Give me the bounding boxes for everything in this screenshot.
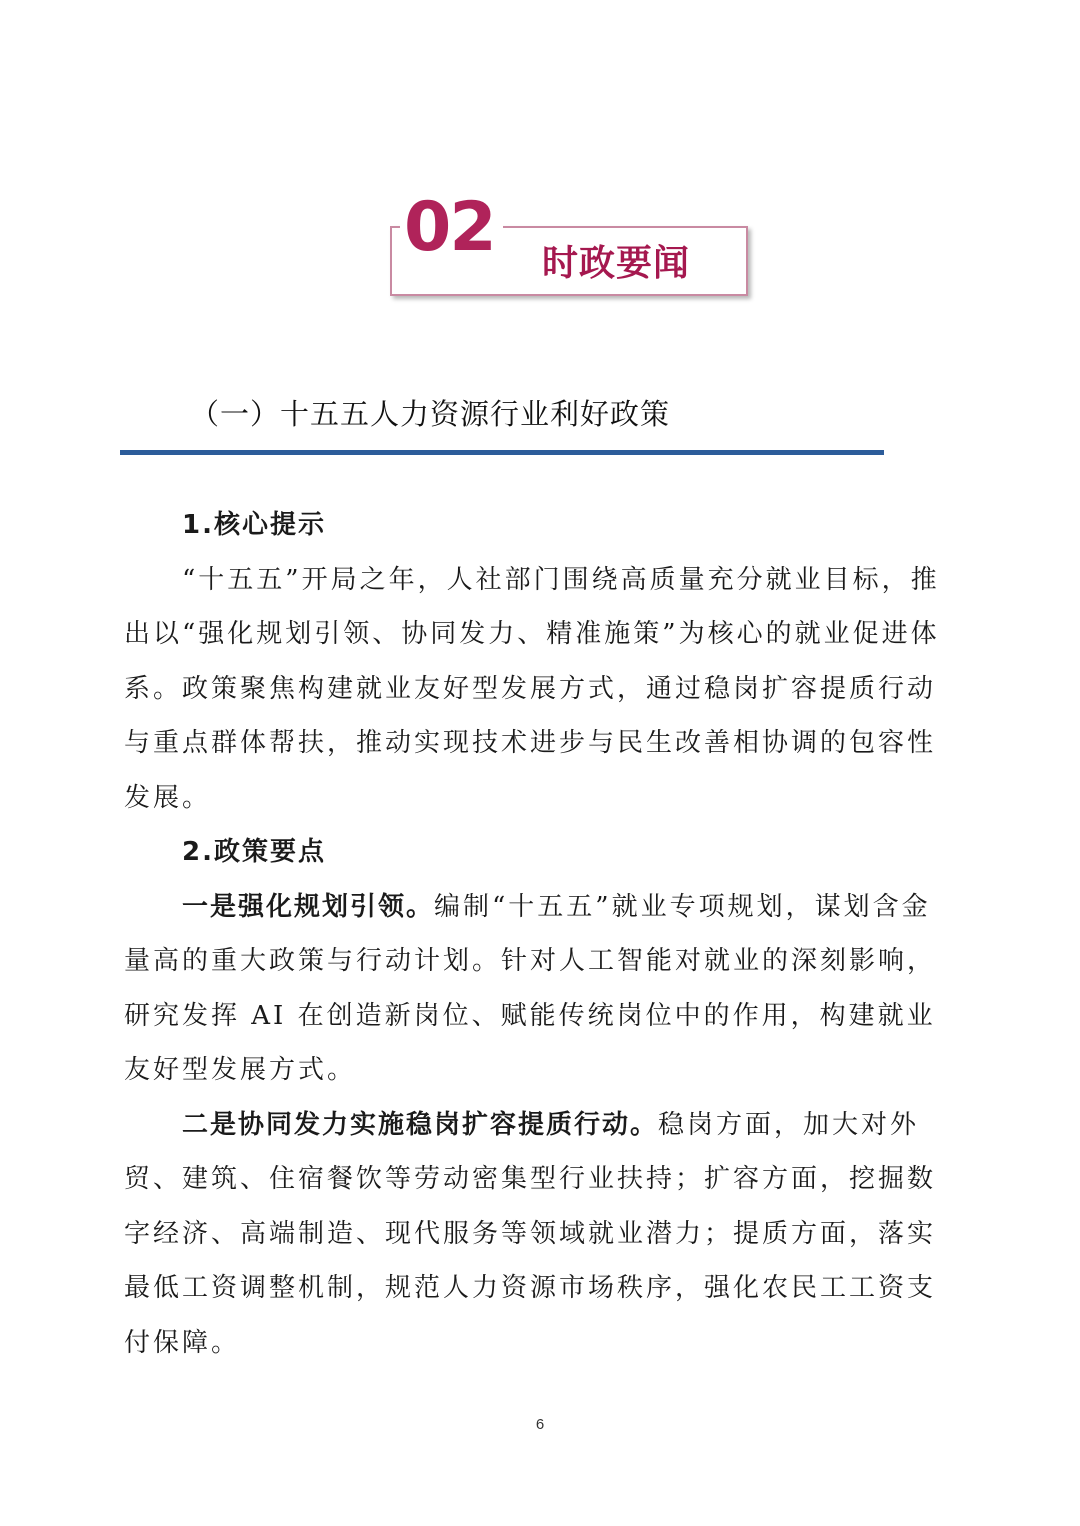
section-number: 02 xyxy=(400,188,503,268)
policy-point-2-text: 稳岗方面，加大对外贸、建筑、住宿餐饮等劳动密集型行业扶持；扩容方面，挖掘数字经济、高端制造、现代服务等领域就业潜力；提质方面，落实最低工资调整机制，规范人力资源市场秩序，强化农民工工资支付保障。 xyxy=(124,1109,937,1358)
core-tips-paragraph: “十五五”开局之年，人社部门围绕高质量充分就业目标，推出以“强化规划引领、协同发力、精准施策”为核心的就业促进体系。政策聚焦构建就业友好型发展方式，通过稳岗扩容提质行动与重点群体帮扶，推动实现技术进步与民生改善相协调的包容性发展。 xyxy=(124,564,940,813)
policy-point-1-text: 编制“十五五”就业专项规划，谋划含金量高的重大政策与行动计划。针对人工智能对就业的深刻影响，研究发挥 AI 在创造新岗位、赋能传统岗位中的作用，构建就业友好型发展方式。 xyxy=(124,891,937,1085)
policy-point-1 xyxy=(124,880,956,1098)
policy-point-1-lead: 一是强化规划引领。 xyxy=(182,891,435,922)
page-number: 6 xyxy=(535,1416,545,1433)
policy-point-2-lead: 二是协同发力实施稳岗扩容提质行动。 xyxy=(182,1109,659,1140)
section-badge xyxy=(390,188,748,298)
subsection-title-policy-points: 2.政策要点 xyxy=(182,837,326,867)
article-body xyxy=(124,498,956,1370)
section-heading: （一）十五五人力资源行业利好政策 xyxy=(190,397,671,431)
subsection-title-core-tips: 1.核心提示 xyxy=(182,510,326,540)
policy-point-2 xyxy=(124,1098,956,1371)
section-title: 时政要闻 xyxy=(542,243,691,284)
heading-divider xyxy=(120,450,884,455)
